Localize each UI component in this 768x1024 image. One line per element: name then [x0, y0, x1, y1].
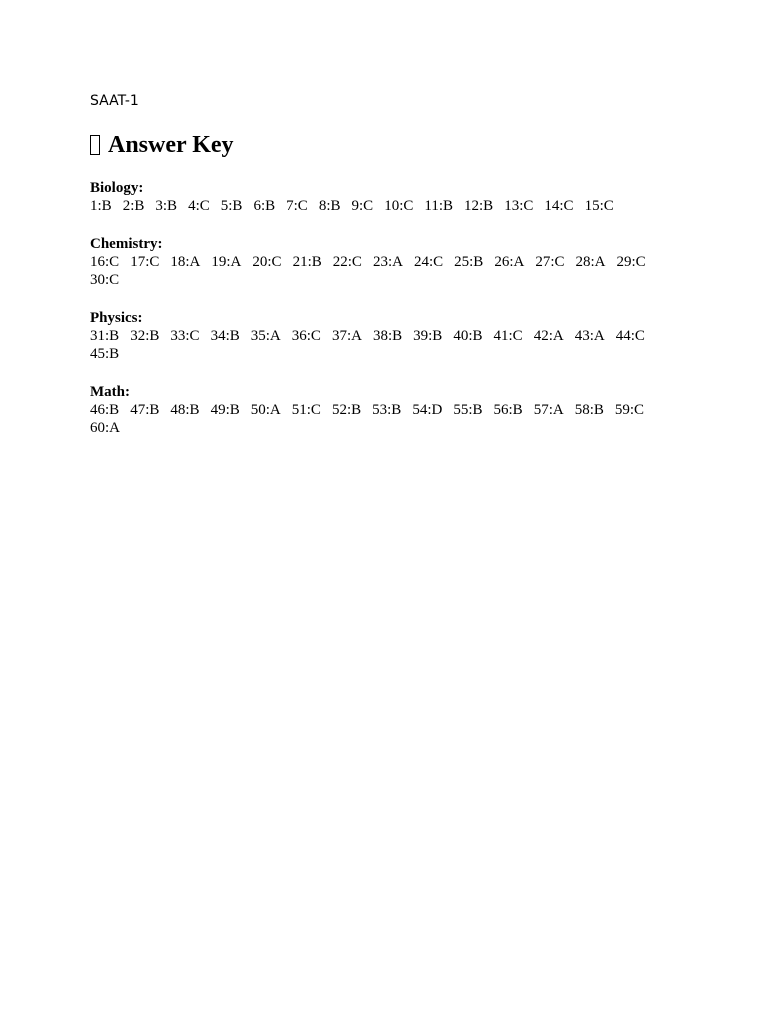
answer-item: 1:B — [90, 198, 112, 214]
answer-item: 50:A — [250, 402, 281, 418]
section-title: Physics: — [90, 310, 143, 326]
answer-item: 15:C — [584, 198, 614, 214]
answer-item: 43:A — [574, 328, 605, 344]
answer-list — [90, 401, 680, 437]
section-title: Chemistry: — [90, 236, 163, 252]
answer-item: 12:B — [464, 198, 494, 214]
page-title — [90, 131, 690, 159]
answer-item: 24:C — [413, 254, 444, 270]
answer-item: 39:B — [413, 328, 443, 344]
answer-item: 26:A — [494, 254, 525, 270]
answer-list — [90, 327, 680, 363]
section-math — [90, 383, 690, 437]
answer-item: 33:C — [170, 328, 200, 344]
answer-item: 49:B — [210, 402, 240, 418]
section-title: Math: — [90, 384, 130, 400]
answer-item: 36:C — [291, 328, 321, 344]
section-title: Biology: — [90, 180, 144, 196]
section-biology — [90, 179, 690, 215]
answer-item: 21:B — [292, 254, 322, 270]
answer-item: 52:B — [331, 402, 362, 418]
answer-item: 30:C — [90, 272, 120, 288]
answer-item: 2:B — [122, 198, 145, 214]
answer-item: 34:B — [210, 328, 240, 344]
answer-item: 53:B — [372, 402, 402, 418]
answer-item: 40:B — [453, 328, 483, 344]
answer-item: 28:A — [575, 254, 606, 270]
answer-item: 47:B — [130, 402, 160, 418]
answer-item: 31:B — [90, 328, 120, 344]
answer-item: 60:A — [90, 420, 120, 436]
answer-item: 38:B — [372, 328, 403, 344]
answer-item: 54:D — [412, 402, 443, 418]
answer-item: 7:C — [286, 198, 308, 214]
answer-item: 11:B — [424, 198, 453, 214]
answer-item: 46:B — [90, 402, 120, 418]
answer-item: 23:A — [372, 254, 403, 270]
missing-glyph-icon — [90, 135, 100, 155]
answer-item: 9:C — [351, 198, 374, 214]
answer-item: 17:C — [130, 254, 160, 270]
answer-item: 13:C — [504, 198, 534, 214]
answer-item: 44:C — [615, 328, 645, 344]
answer-item: 8:B — [318, 198, 341, 214]
answer-item: 20:C — [252, 254, 282, 270]
answer-item: 6:B — [253, 198, 276, 214]
answer-list — [90, 253, 680, 289]
answer-item: 25:B — [454, 254, 484, 270]
answer-item: 14:C — [544, 198, 574, 214]
document-header: SAAT-1 — [90, 93, 139, 109]
section-physics — [90, 309, 690, 363]
answer-item: 27:C — [535, 254, 565, 270]
answer-item: 5:B — [220, 198, 243, 214]
answer-item: 51:C — [291, 402, 321, 418]
answer-item: 45:B — [90, 346, 120, 362]
answer-item: 29:C — [616, 254, 646, 270]
answer-item: 57:A — [533, 402, 564, 418]
answer-item: 22:C — [332, 254, 362, 270]
document-page — [90, 92, 690, 437]
answer-item: 42:A — [533, 328, 564, 344]
answer-item: 41:C — [493, 328, 523, 344]
answer-item: 16:C — [90, 254, 120, 270]
answer-item: 19:A — [211, 254, 242, 270]
answer-sections — [90, 179, 690, 437]
answer-item: 18:A — [170, 254, 201, 270]
answer-item: 32:B — [130, 328, 160, 344]
answer-item: 55:B — [453, 402, 483, 418]
answer-item: 3:B — [155, 198, 178, 214]
answer-list — [90, 197, 680, 215]
answer-item: 37:A — [331, 328, 362, 344]
section-chemistry — [90, 235, 690, 289]
answer-item: 58:B — [574, 402, 604, 418]
answer-item: 59:C — [614, 402, 645, 418]
answer-item: 35:A — [250, 328, 281, 344]
answer-item: 4:C — [188, 198, 210, 214]
answer-item: 48:B — [170, 402, 200, 418]
page-title-text: Answer Key — [108, 132, 234, 158]
answer-item: 56:B — [493, 402, 523, 418]
answer-item: 10:C — [384, 198, 414, 214]
